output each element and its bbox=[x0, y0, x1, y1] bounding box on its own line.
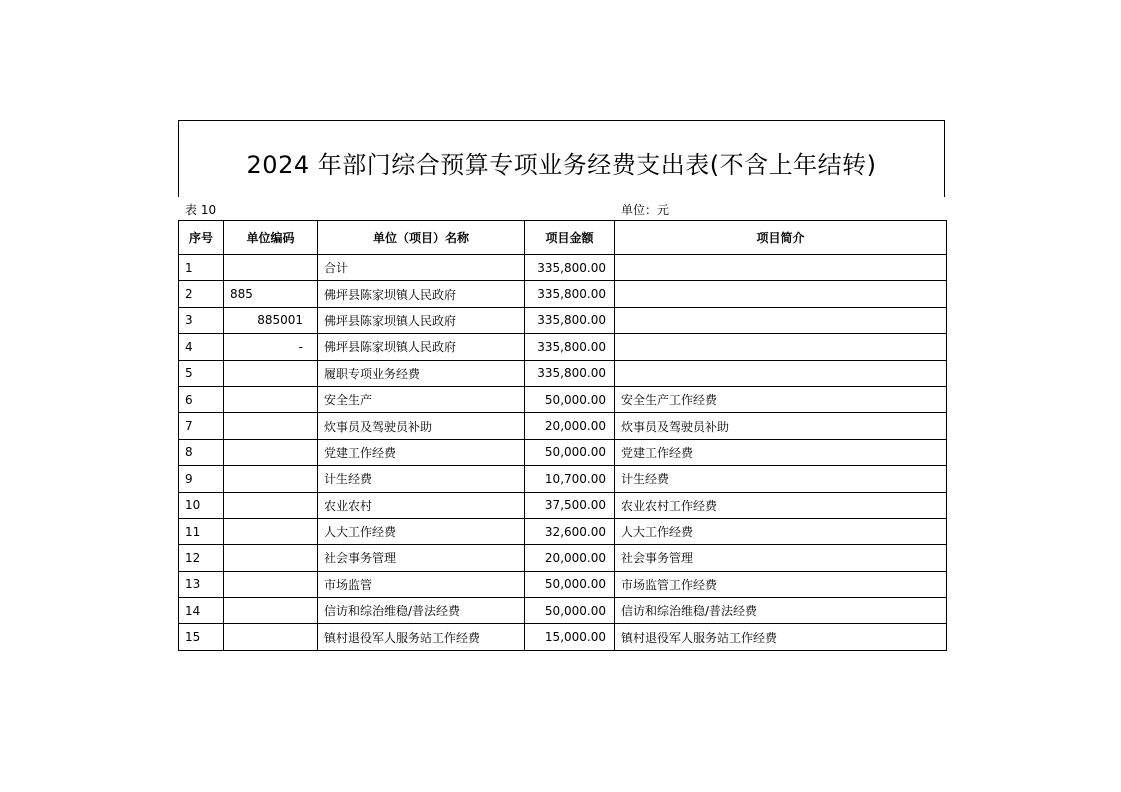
cell-amount: 50,000.00 bbox=[525, 386, 615, 412]
cell-desc: 市场监管工作经费 bbox=[615, 571, 947, 597]
cell-desc: 炊事员及驾驶员补助 bbox=[615, 413, 947, 439]
cell-name: 市场监管 bbox=[318, 571, 525, 597]
cell-name: 炊事员及驾驶员补助 bbox=[318, 413, 525, 439]
cell-amount: 50,000.00 bbox=[525, 439, 615, 465]
header-amount: 项目金额 bbox=[525, 221, 615, 255]
cell-code bbox=[224, 466, 318, 492]
cell-desc: 人大工作经费 bbox=[615, 518, 947, 544]
cell-seq: 1 bbox=[179, 255, 224, 281]
cell-amount: 50,000.00 bbox=[525, 571, 615, 597]
header-code: 单位编码 bbox=[224, 221, 318, 255]
table-row bbox=[179, 334, 947, 360]
table-row bbox=[179, 307, 947, 333]
table-row bbox=[179, 255, 947, 281]
cell-name: 镇村退役军人服务站工作经费 bbox=[318, 624, 525, 650]
cell-seq: 15 bbox=[179, 624, 224, 650]
cell-code bbox=[224, 518, 318, 544]
cell-seq: 7 bbox=[179, 413, 224, 439]
table-row bbox=[179, 360, 947, 386]
cell-desc: 信访和综治维稳/普法经费 bbox=[615, 598, 947, 624]
header-seq: 序号 bbox=[179, 221, 224, 255]
cell-name: 信访和综治维稳/普法经费 bbox=[318, 598, 525, 624]
table-header bbox=[179, 221, 947, 255]
cell-code bbox=[224, 413, 318, 439]
header-desc: 项目简介 bbox=[615, 221, 947, 255]
cell-seq: 6 bbox=[179, 386, 224, 412]
cell-code bbox=[224, 439, 318, 465]
table-row bbox=[179, 518, 947, 544]
cell-code bbox=[224, 255, 318, 281]
title-box bbox=[178, 120, 945, 197]
cell-desc: 农业农村工作经费 bbox=[615, 492, 947, 518]
table-row bbox=[179, 386, 947, 412]
table-number: 表 10 bbox=[185, 203, 217, 217]
cell-code bbox=[224, 598, 318, 624]
cell-name: 安全生产 bbox=[318, 386, 525, 412]
cell-desc bbox=[615, 307, 947, 333]
cell-code: 885 bbox=[224, 281, 318, 307]
table-body bbox=[179, 255, 947, 651]
cell-name: 人大工作经费 bbox=[318, 518, 525, 544]
cell-code: 885001 bbox=[224, 307, 318, 333]
cell-code bbox=[224, 571, 318, 597]
cell-seq: 8 bbox=[179, 439, 224, 465]
cell-code bbox=[224, 492, 318, 518]
cell-seq: 10 bbox=[179, 492, 224, 518]
cell-name: 佛坪县陈家坝镇人民政府 bbox=[318, 307, 525, 333]
cell-desc: 社会事务管理 bbox=[615, 545, 947, 571]
page-title: 2024 年部门综合预算专项业务经费支出表(不含上年结转) bbox=[246, 151, 877, 179]
header-row bbox=[179, 221, 947, 255]
cell-desc bbox=[615, 281, 947, 307]
budget-table bbox=[178, 220, 947, 651]
cell-code bbox=[224, 624, 318, 650]
cell-desc: 安全生产工作经费 bbox=[615, 386, 947, 412]
table-row bbox=[179, 466, 947, 492]
cell-amount: 32,600.00 bbox=[525, 518, 615, 544]
cell-amount: 20,000.00 bbox=[525, 413, 615, 439]
cell-name: 合计 bbox=[318, 255, 525, 281]
cell-seq: 3 bbox=[179, 307, 224, 333]
cell-seq: 14 bbox=[179, 598, 224, 624]
cell-seq: 12 bbox=[179, 545, 224, 571]
table-row bbox=[179, 598, 947, 624]
cell-amount: 335,800.00 bbox=[525, 307, 615, 333]
cell-name: 社会事务管理 bbox=[318, 545, 525, 571]
header-name: 单位（项目）名称 bbox=[318, 221, 525, 255]
table-row bbox=[179, 281, 947, 307]
cell-seq: 11 bbox=[179, 518, 224, 544]
cell-name: 农业农村 bbox=[318, 492, 525, 518]
cell-desc bbox=[615, 334, 947, 360]
cell-code: - bbox=[224, 334, 318, 360]
cell-name: 党建工作经费 bbox=[318, 439, 525, 465]
cell-desc bbox=[615, 360, 947, 386]
cell-code bbox=[224, 545, 318, 571]
cell-amount: 335,800.00 bbox=[525, 255, 615, 281]
cell-seq: 5 bbox=[179, 360, 224, 386]
table-row bbox=[179, 492, 947, 518]
cell-desc bbox=[615, 255, 947, 281]
cell-desc: 镇村退役军人服务站工作经费 bbox=[615, 624, 947, 650]
cell-desc: 党建工作经费 bbox=[615, 439, 947, 465]
cell-seq: 9 bbox=[179, 466, 224, 492]
cell-amount: 37,500.00 bbox=[525, 492, 615, 518]
cell-amount: 15,000.00 bbox=[525, 624, 615, 650]
cell-seq: 2 bbox=[179, 281, 224, 307]
table-row bbox=[179, 439, 947, 465]
cell-amount: 335,800.00 bbox=[525, 281, 615, 307]
cell-desc: 计生经费 bbox=[615, 466, 947, 492]
table-row bbox=[179, 571, 947, 597]
table-row bbox=[179, 413, 947, 439]
cell-name: 佛坪县陈家坝镇人民政府 bbox=[318, 281, 525, 307]
cell-name: 计生经费 bbox=[318, 466, 525, 492]
cell-seq: 4 bbox=[179, 334, 224, 360]
cell-code bbox=[224, 360, 318, 386]
cell-code bbox=[224, 386, 318, 412]
cell-amount: 10,700.00 bbox=[525, 466, 615, 492]
unit-label: 单位：元 bbox=[621, 203, 670, 217]
cell-seq: 13 bbox=[179, 571, 224, 597]
cell-amount: 335,800.00 bbox=[525, 360, 615, 386]
cell-amount: 335,800.00 bbox=[525, 334, 615, 360]
table-row bbox=[179, 624, 947, 650]
table-row bbox=[179, 545, 947, 571]
cell-amount: 20,000.00 bbox=[525, 545, 615, 571]
cell-name: 佛坪县陈家坝镇人民政府 bbox=[318, 334, 525, 360]
cell-name: 履职专项业务经费 bbox=[318, 360, 525, 386]
cell-amount: 50,000.00 bbox=[525, 598, 615, 624]
